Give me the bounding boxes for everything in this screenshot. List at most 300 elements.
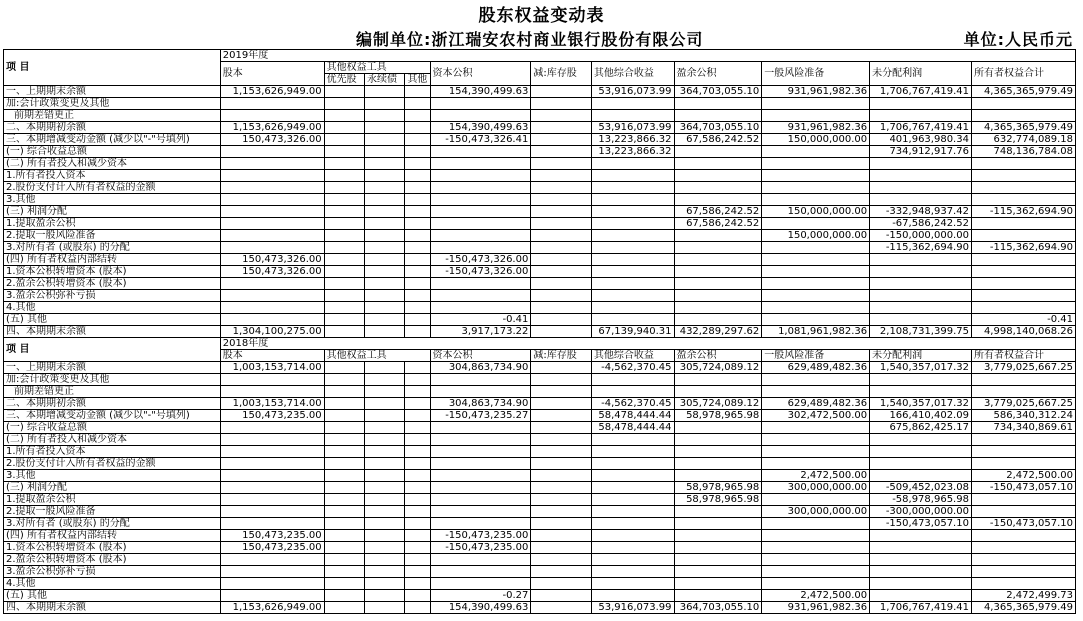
row-value bbox=[762, 290, 870, 302]
row-value bbox=[971, 542, 1075, 554]
row-value bbox=[405, 374, 430, 386]
row-value bbox=[220, 374, 324, 386]
row-value bbox=[674, 434, 762, 446]
table-row bbox=[4, 302, 1076, 314]
row-label: 4.其他 bbox=[4, 578, 221, 590]
row-label: (三) 利润分配 bbox=[4, 482, 221, 494]
row-value bbox=[220, 302, 324, 314]
row-value bbox=[591, 446, 674, 458]
row-value bbox=[971, 98, 1075, 110]
row-value bbox=[971, 458, 1075, 470]
table-row bbox=[4, 314, 1076, 326]
row-value bbox=[762, 302, 870, 314]
row-value bbox=[971, 290, 1075, 302]
row-value: 150,473,326.00 bbox=[220, 134, 324, 146]
row-value bbox=[364, 422, 404, 434]
row-value bbox=[674, 146, 762, 158]
row-value: 2,472,500.00 bbox=[762, 590, 870, 602]
row-value bbox=[405, 434, 430, 446]
row-value: 150,000,000.00 bbox=[762, 230, 870, 242]
header-item: 项 目 bbox=[4, 338, 221, 362]
row-value bbox=[762, 194, 870, 206]
row-value bbox=[531, 86, 592, 98]
row-value: 632,774,089.18 bbox=[971, 134, 1075, 146]
row-value bbox=[591, 254, 674, 266]
table-row bbox=[4, 158, 1076, 170]
row-value bbox=[364, 542, 404, 554]
row-value: -115,362,694.90 bbox=[971, 206, 1075, 218]
row-value bbox=[674, 290, 762, 302]
table-row bbox=[4, 206, 1076, 218]
row-label: 3.对所有者 (或股东) 的分配 bbox=[4, 518, 221, 530]
row-value bbox=[405, 590, 430, 602]
header-surplus: 盈余公积 bbox=[674, 62, 762, 86]
table-row bbox=[4, 278, 1076, 290]
header-other: 其他 bbox=[405, 74, 430, 86]
row-value: 629,489,482.36 bbox=[762, 398, 870, 410]
row-value: 1,153,626,949.00 bbox=[220, 602, 324, 614]
row-value bbox=[674, 170, 762, 182]
table-row bbox=[4, 566, 1076, 578]
row-value bbox=[430, 434, 531, 446]
row-value bbox=[531, 470, 592, 482]
row-value bbox=[220, 446, 324, 458]
row-value: -150,473,235.00 bbox=[430, 530, 531, 542]
header-general-risk: 一般风险准备 bbox=[762, 62, 870, 86]
row-value bbox=[324, 494, 364, 506]
row-value bbox=[364, 362, 404, 374]
row-value: -115,362,694.90 bbox=[971, 242, 1075, 254]
row-value bbox=[591, 194, 674, 206]
row-value: 13,223,866.32 bbox=[591, 146, 674, 158]
row-value bbox=[324, 470, 364, 482]
row-value: 675,862,425.17 bbox=[870, 422, 972, 434]
row-value bbox=[220, 170, 324, 182]
row-value: 67,586,242.52 bbox=[674, 134, 762, 146]
row-value bbox=[531, 218, 592, 230]
row-value bbox=[531, 194, 592, 206]
row-value: 1,003,153,714.00 bbox=[220, 362, 324, 374]
row-value bbox=[762, 146, 870, 158]
row-value: 150,000,000.00 bbox=[762, 134, 870, 146]
table-row bbox=[4, 554, 1076, 566]
row-value bbox=[364, 554, 404, 566]
row-value bbox=[430, 194, 531, 206]
row-value bbox=[220, 590, 324, 602]
row-value: 1,153,626,949.00 bbox=[220, 86, 324, 98]
row-value bbox=[364, 470, 404, 482]
row-value bbox=[531, 398, 592, 410]
row-value bbox=[220, 110, 324, 122]
row-value bbox=[870, 290, 972, 302]
row-value bbox=[364, 206, 404, 218]
row-value bbox=[324, 146, 364, 158]
row-value bbox=[430, 110, 531, 122]
row-value bbox=[591, 506, 674, 518]
row-value bbox=[364, 98, 404, 110]
row-value bbox=[220, 578, 324, 590]
row-value: 304,863,734.90 bbox=[430, 362, 531, 374]
row-value: -150,473,326.00 bbox=[430, 266, 531, 278]
table-row bbox=[4, 218, 1076, 230]
row-value bbox=[324, 110, 364, 122]
row-value bbox=[674, 278, 762, 290]
row-label: 3.其他 bbox=[4, 194, 221, 206]
row-value: -150,473,235.00 bbox=[430, 542, 531, 554]
row-value: 1,706,767,419.41 bbox=[870, 86, 972, 98]
row-value bbox=[531, 374, 592, 386]
row-value bbox=[870, 302, 972, 314]
table-row bbox=[4, 170, 1076, 182]
row-value bbox=[971, 446, 1075, 458]
row-value: -150,473,057.10 bbox=[971, 482, 1075, 494]
row-value bbox=[531, 266, 592, 278]
row-value bbox=[324, 518, 364, 530]
table-row bbox=[4, 518, 1076, 530]
row-value: 401,963,980.34 bbox=[870, 134, 972, 146]
row-value: 3,779,025,667.25 bbox=[971, 398, 1075, 410]
row-value bbox=[220, 482, 324, 494]
row-value bbox=[220, 566, 324, 578]
row-value bbox=[531, 482, 592, 494]
row-value: 166,410,402.09 bbox=[870, 410, 972, 422]
row-value bbox=[971, 278, 1075, 290]
row-value: -0.41 bbox=[430, 314, 531, 326]
table-row bbox=[4, 182, 1076, 194]
row-value bbox=[405, 494, 430, 506]
row-value: -150,473,326.00 bbox=[430, 254, 531, 266]
row-value bbox=[405, 134, 430, 146]
row-label: (四) 所有者权益内部结转 bbox=[4, 530, 221, 542]
row-value bbox=[405, 506, 430, 518]
row-value bbox=[405, 398, 430, 410]
row-value bbox=[430, 386, 531, 398]
row-value: -0.27 bbox=[430, 590, 531, 602]
row-value: 4,365,365,979.49 bbox=[971, 602, 1075, 614]
table-row bbox=[4, 398, 1076, 410]
row-value bbox=[674, 470, 762, 482]
row-value: 734,340,869.61 bbox=[971, 422, 1075, 434]
row-value bbox=[531, 590, 592, 602]
row-value bbox=[674, 518, 762, 530]
row-value bbox=[531, 458, 592, 470]
row-value bbox=[531, 170, 592, 182]
row-value bbox=[220, 194, 324, 206]
header-capital: 股本 bbox=[220, 350, 324, 362]
row-value bbox=[324, 278, 364, 290]
header-capital: 股本 bbox=[220, 62, 324, 86]
row-value bbox=[324, 266, 364, 278]
row-value bbox=[324, 458, 364, 470]
row-value: 150,473,235.00 bbox=[220, 542, 324, 554]
row-label: 前期差错更正 bbox=[4, 386, 221, 398]
header-capital-reserve: 资本公积 bbox=[430, 350, 531, 362]
row-value bbox=[324, 542, 364, 554]
row-value: -4,562,370.45 bbox=[591, 398, 674, 410]
row-value bbox=[364, 266, 404, 278]
row-label: (五) 其他 bbox=[4, 314, 221, 326]
row-value bbox=[674, 446, 762, 458]
row-value: 150,473,326.00 bbox=[220, 254, 324, 266]
row-value: 4,365,365,979.49 bbox=[971, 122, 1075, 134]
row-value: 150,473,235.00 bbox=[220, 410, 324, 422]
row-value bbox=[430, 470, 531, 482]
row-value: -4,562,370.45 bbox=[591, 362, 674, 374]
header-preferred: 优先股 bbox=[324, 74, 364, 86]
row-label: 四、本期期末余额 bbox=[4, 326, 221, 338]
header-year: 2019年度 bbox=[220, 50, 1075, 62]
row-value bbox=[762, 554, 870, 566]
row-value bbox=[324, 254, 364, 266]
row-value bbox=[324, 398, 364, 410]
row-value: 58,478,444.44 bbox=[591, 422, 674, 434]
table-row bbox=[4, 86, 1076, 98]
row-label: 2.盈余公积转增资本 (股本) bbox=[4, 278, 221, 290]
row-value bbox=[430, 458, 531, 470]
row-value: 3,917,173.22 bbox=[430, 326, 531, 338]
row-value bbox=[674, 506, 762, 518]
row-value bbox=[324, 530, 364, 542]
row-value bbox=[762, 158, 870, 170]
row-value bbox=[870, 470, 972, 482]
row-value bbox=[531, 506, 592, 518]
table-row bbox=[4, 290, 1076, 302]
row-value bbox=[531, 134, 592, 146]
row-value bbox=[324, 566, 364, 578]
row-value bbox=[220, 230, 324, 242]
row-value bbox=[405, 446, 430, 458]
row-value bbox=[762, 242, 870, 254]
row-value bbox=[531, 146, 592, 158]
row-value bbox=[591, 266, 674, 278]
row-value bbox=[405, 242, 430, 254]
row-value bbox=[674, 266, 762, 278]
row-value bbox=[324, 326, 364, 338]
row-value: 629,489,482.36 bbox=[762, 362, 870, 374]
table-row bbox=[4, 386, 1076, 398]
row-value bbox=[220, 182, 324, 194]
row-value bbox=[405, 170, 430, 182]
row-value bbox=[324, 98, 364, 110]
row-value bbox=[591, 302, 674, 314]
row-value: -509,452,023.08 bbox=[870, 482, 972, 494]
row-value bbox=[971, 494, 1075, 506]
header-row bbox=[4, 338, 1076, 350]
row-value bbox=[430, 374, 531, 386]
row-value bbox=[220, 278, 324, 290]
row-value bbox=[364, 134, 404, 146]
row-value bbox=[971, 254, 1075, 266]
row-value bbox=[591, 590, 674, 602]
row-value bbox=[870, 566, 972, 578]
row-value bbox=[405, 290, 430, 302]
row-value bbox=[674, 530, 762, 542]
row-value bbox=[220, 218, 324, 230]
row-value bbox=[870, 170, 972, 182]
row-value bbox=[531, 206, 592, 218]
row-value bbox=[220, 386, 324, 398]
row-value: 1,540,357,017.32 bbox=[870, 398, 972, 410]
row-value bbox=[971, 302, 1075, 314]
header-other-equity: 其他权益工具 bbox=[324, 62, 430, 74]
row-value bbox=[324, 182, 364, 194]
row-value bbox=[405, 530, 430, 542]
row-value bbox=[324, 590, 364, 602]
row-value: 67,139,940.31 bbox=[591, 326, 674, 338]
row-value: -58,978,965.98 bbox=[870, 494, 972, 506]
row-label: 2.提取一般风险准备 bbox=[4, 506, 221, 518]
row-label: 加:会计政策变更及其他 bbox=[4, 374, 221, 386]
row-value bbox=[405, 578, 430, 590]
row-value bbox=[405, 470, 430, 482]
row-value bbox=[531, 302, 592, 314]
table-row bbox=[4, 110, 1076, 122]
row-value bbox=[405, 386, 430, 398]
row-value bbox=[405, 110, 430, 122]
row-value: 67,586,242.52 bbox=[674, 206, 762, 218]
row-value bbox=[531, 182, 592, 194]
row-value bbox=[405, 278, 430, 290]
row-label: 2.提取一般风险准备 bbox=[4, 230, 221, 242]
row-value: 2,472,499.73 bbox=[971, 590, 1075, 602]
row-value bbox=[405, 206, 430, 218]
table-row bbox=[4, 602, 1076, 614]
row-value bbox=[405, 326, 430, 338]
row-value bbox=[531, 566, 592, 578]
row-value bbox=[531, 518, 592, 530]
row-value bbox=[405, 194, 430, 206]
row-value bbox=[591, 182, 674, 194]
row-value bbox=[971, 566, 1075, 578]
table-row bbox=[4, 458, 1076, 470]
row-value bbox=[364, 410, 404, 422]
row-value bbox=[591, 290, 674, 302]
row-value bbox=[220, 422, 324, 434]
row-value bbox=[531, 122, 592, 134]
row-value bbox=[870, 98, 972, 110]
row-value bbox=[430, 290, 531, 302]
row-value bbox=[531, 410, 592, 422]
row-value bbox=[762, 374, 870, 386]
row-value bbox=[364, 326, 404, 338]
row-value: 748,136,784.08 bbox=[971, 146, 1075, 158]
row-value bbox=[364, 398, 404, 410]
row-value bbox=[364, 254, 404, 266]
header-treasury: 减:库存股 bbox=[531, 350, 592, 362]
table-row bbox=[4, 194, 1076, 206]
row-label: 1.资本公积转增资本 (股本) bbox=[4, 266, 221, 278]
row-value bbox=[364, 242, 404, 254]
row-value bbox=[870, 458, 972, 470]
row-value: 304,863,734.90 bbox=[430, 398, 531, 410]
row-value bbox=[591, 98, 674, 110]
row-value: 154,390,499.63 bbox=[430, 122, 531, 134]
row-value bbox=[430, 494, 531, 506]
row-label: (二) 所有者投入和减少资本 bbox=[4, 158, 221, 170]
row-value bbox=[220, 494, 324, 506]
row-value bbox=[364, 458, 404, 470]
row-value bbox=[762, 254, 870, 266]
row-value bbox=[405, 230, 430, 242]
row-value: 1,153,626,949.00 bbox=[220, 122, 324, 134]
row-value: 2,472,500.00 bbox=[762, 470, 870, 482]
row-value: 67,586,242.52 bbox=[674, 218, 762, 230]
row-label: 四、本期期末余额 bbox=[4, 602, 221, 614]
row-value bbox=[430, 170, 531, 182]
row-value bbox=[324, 170, 364, 182]
row-value bbox=[531, 242, 592, 254]
currency-unit: 单位:人民币元 bbox=[963, 30, 1073, 49]
row-value bbox=[531, 290, 592, 302]
row-value bbox=[870, 386, 972, 398]
row-value bbox=[674, 242, 762, 254]
row-value bbox=[591, 170, 674, 182]
row-value bbox=[870, 530, 972, 542]
row-value: 150,473,235.00 bbox=[220, 530, 324, 542]
row-value bbox=[674, 194, 762, 206]
row-value bbox=[531, 530, 592, 542]
row-label: 2.股份支付计入所有者权益的金额 bbox=[4, 182, 221, 194]
row-value bbox=[324, 314, 364, 326]
row-value bbox=[364, 122, 404, 134]
row-value bbox=[324, 506, 364, 518]
header-item: 项 目 bbox=[4, 50, 221, 86]
row-value bbox=[364, 434, 404, 446]
table-row bbox=[4, 374, 1076, 386]
row-value bbox=[591, 110, 674, 122]
row-value bbox=[430, 482, 531, 494]
row-value: 300,000,000.00 bbox=[762, 482, 870, 494]
row-value bbox=[364, 386, 404, 398]
row-value bbox=[591, 230, 674, 242]
page-title: 股东权益变动表 bbox=[478, 6, 605, 26]
row-value bbox=[324, 554, 364, 566]
row-value bbox=[324, 122, 364, 134]
row-value bbox=[364, 506, 404, 518]
row-value bbox=[674, 422, 762, 434]
row-value bbox=[870, 446, 972, 458]
row-value bbox=[364, 170, 404, 182]
row-value bbox=[405, 314, 430, 326]
row-value bbox=[870, 590, 972, 602]
row-value bbox=[674, 254, 762, 266]
row-value bbox=[430, 158, 531, 170]
row-value bbox=[364, 518, 404, 530]
row-value bbox=[531, 422, 592, 434]
row-value bbox=[591, 530, 674, 542]
row-value bbox=[591, 518, 674, 530]
row-label: 前期差错更正 bbox=[4, 110, 221, 122]
row-value bbox=[870, 542, 972, 554]
row-label: 4.其他 bbox=[4, 302, 221, 314]
row-value: 53,916,073.99 bbox=[591, 122, 674, 134]
header-treasury: 减:库存股 bbox=[531, 62, 592, 86]
row-value bbox=[762, 314, 870, 326]
row-value bbox=[870, 254, 972, 266]
row-value bbox=[674, 302, 762, 314]
row-value bbox=[971, 110, 1075, 122]
row-value: 2,108,731,399.75 bbox=[870, 326, 972, 338]
row-label: 一、上期期末余额 bbox=[4, 362, 221, 374]
row-value bbox=[531, 326, 592, 338]
row-value bbox=[531, 494, 592, 506]
header-undistributed: 未分配利润 bbox=[870, 350, 972, 362]
row-value bbox=[324, 134, 364, 146]
row-value bbox=[674, 374, 762, 386]
row-value bbox=[405, 554, 430, 566]
header-total: 所有者权益合计 bbox=[971, 350, 1075, 362]
row-value bbox=[430, 242, 531, 254]
